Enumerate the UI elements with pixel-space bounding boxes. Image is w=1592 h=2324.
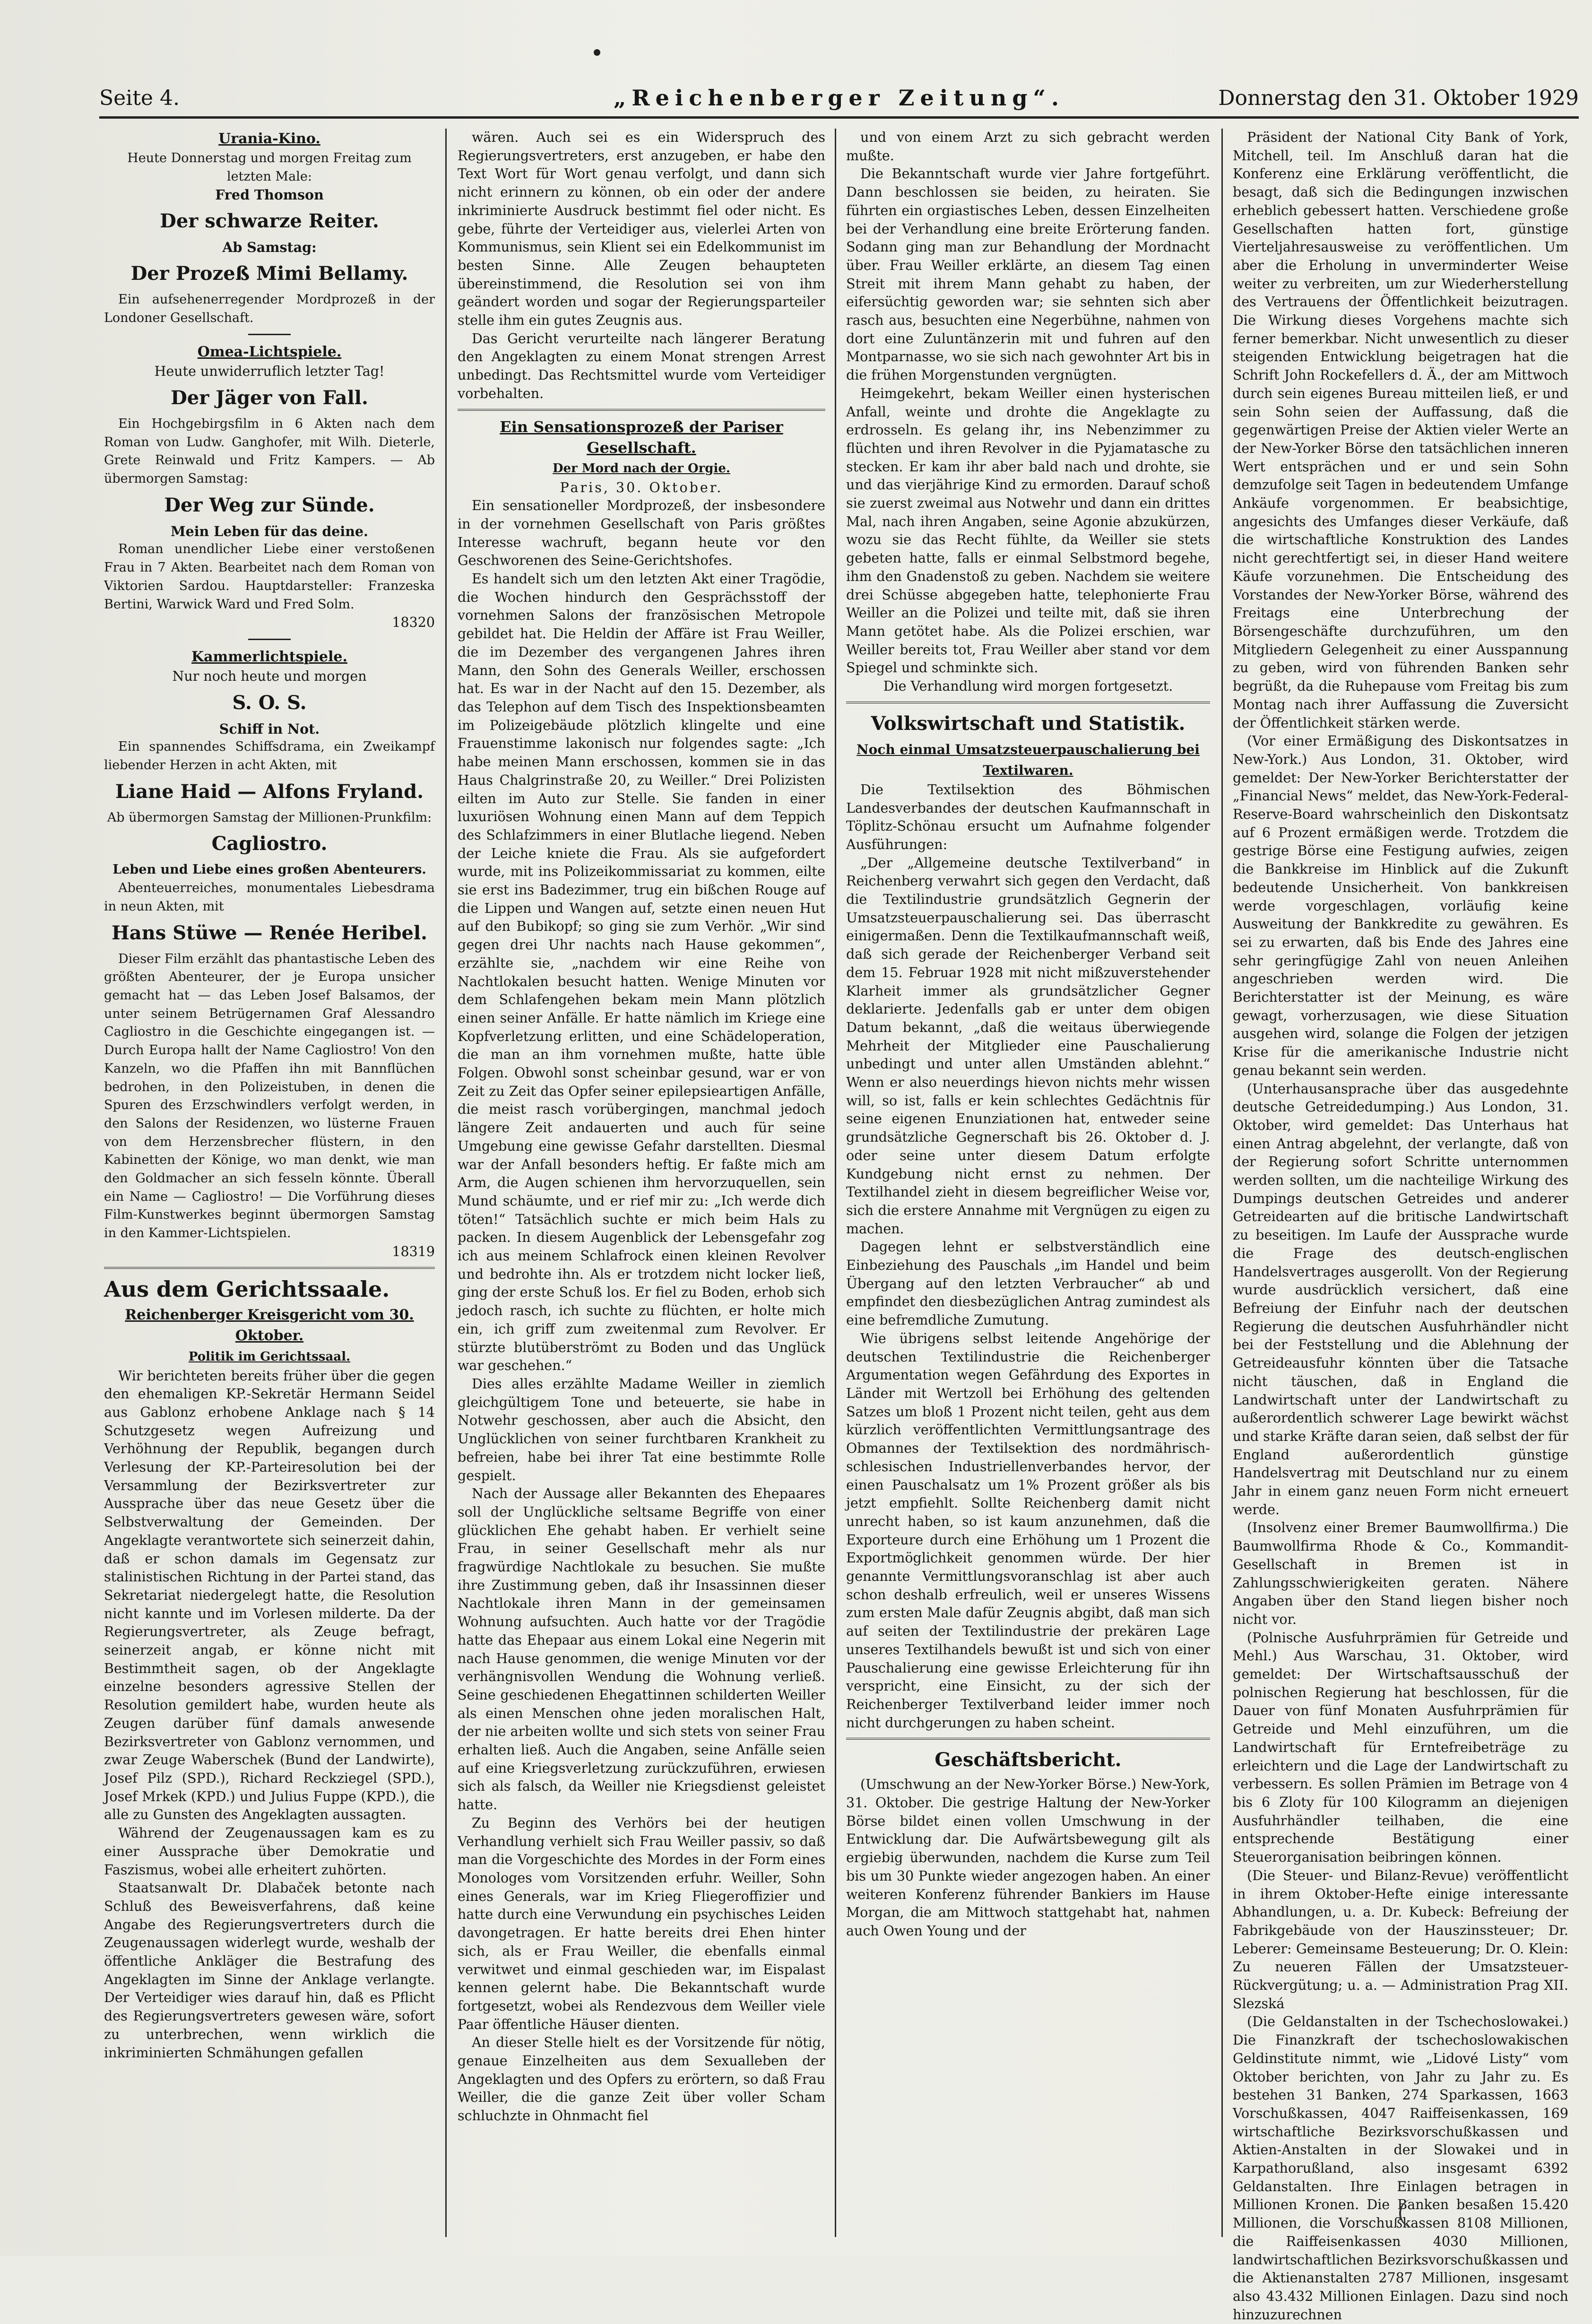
ad-code: 18319 — [392, 1243, 435, 1259]
ad-code: 18320 — [392, 615, 435, 631]
text: (Umschwung an der New-Yorker Börse.) New-York, 31. Oktober. Die gestrige Haltung der New-Yorker Börse bildet einen vollen Umschwung in der Entwicklung dar. Die Aufwärtsbewegung gilt als ergiebig überwunden, nachdem die Kurse zum Teil bis um 30 Punkte wieder angezogen haben. An einer weiteren Konferenz führender Bankiers im Hause Morgan, die am Mittwoch stattgehabt hat, nahmen auch Owen Young und der — [846, 1777, 1210, 1939]
text: Die Textilsektion des Böhmischen Landesverbandes der deutschen Kaufmannschaft in Töplitz-Schönau ersucht um Aufnahme folgender Ausführungen: — [846, 781, 1210, 852]
column-3 — [846, 129, 1210, 2237]
column-4 — [1233, 129, 1568, 2323]
text: (Vor einer Ermäßigung des Diskontsatzes in New-York.) Aus London, 31. Oktober, wird gemeldet: Der New-Yorker Berichterstatter der „Financial News“ meldet, das New-York-Federal-Reserve-Board wahrscheinlich den Diskontsatz auf 6 Prozent ermäßigen werde. Trotzdem die gestrige Börse eine Festigung aufwies, zeigen die Bankkreise im Hinblick auf die Zukunft bedeutende Unsicherheit. Von bankkreisen werde vorgeschlagen, vorläufig keine Ausweitung der Bankkredite zu gewähren. Es sei zu erwarten, daß bis Ende des Jahres eine sehr geringfügige Zahl von neuen Anleihen angeschrieben werden wird. Die Berichterstatter ist der Meinung, es wäre gewagt, vorherzusagen, wie diese Situation ausgehen wird, solange die Folgen der jetzigen Krise für die amerikanische Industrie nicht genau bekannt sein werden. — [1233, 733, 1568, 1078]
text: Es handelt sich um den letzten Akt einer Tragödie, die Wochen hindurch den Gesprächsstoff der vornehmen Salons der französischen Metropole gebildet hat. Die Heldin der Affäre ist Frau Weiller, die im Dezember des vergangenen Jahres ihren Mann, den Sohn des Generals Weiller, erschossen hat. Es war in der Nacht auf den 15. Dezember, als das Telephon auf dem Tisch des Inspektionsbeamten im Polizeigebäude plötzlich klingelte und eine Frauenstimme lakonisch nur folgendes sagte: „Ich habe meinen Mann erschossen, kommen sie in das Haus Chalgrinstraße 20, zu Weiller.“ Drei Polizisten eilten im Auto zur Stelle. Sie fanden in einer luxuriösen Wohnung einen Mann auf dem Teppich des Schlafzimmers in einer Blutlache liegend. Neben der Leiche kniete die Frau. Als sie aufgefordert wurde, mit ins Polizeikommissariat zu kommen, eilte sie erst ins Badezimmer, trug ein bißchen Rouge auf die Lippen und Wangen auf, setzte einen neuen Hut auf den Bubikopf; so ging sie zum Verhör. „Wir sind gegen drei Uhr nachts nach Hause gekommen“, erzählte sie, „nachdem wir eine Reihe von Nachtlokalen besucht hatten. Wenige Minuten vor dem Schlafengehen bekam mein Mann plötzlich einen seiner Anfälle. Er hatte nämlich im Kriege eine Kopfverletzung erlitten, und eine Schädeloperation, die man an ihm vornehmen mußte, hatte üble Folgen. Obwohl sonst scheinbar gesund, war er von Zeit zu Zeit das Opfer seiner epilepsieartigen Anfälle, die meist rasch vorübergingen, manchmal jedoch längere Zeit andauerten und auch für seine Umgebung eine gewisse Gefahr darstellten. Diesmal war der Anfall besonders heftig. Er faßte mich am Arm, die Augen schienen ihm hervorzuquellen, sein Mund schäumte, und er rief mir zu: „Ich werde dich töten!“ Tatsächlich suchte er mich beim Hals zu packen. In diesem Augenblick der Lebensgefahr zog ich aus meinem Schlafrock einen kleinen Revolver und bedrohte ihn. Als er trotzdem nicht locker ließ, ging der erste Schuß los. Er fiel zu Boden, erhob sich jedoch rasch, ich suchte zu flüchten, er holte mich ein, ich griff zum zweitenmal zum Revolver. Er stürzte blutüberströmt zu Boden und das Unglück war geschehen.“ — [458, 571, 825, 1374]
page-header — [99, 83, 1579, 119]
page-number: Seite 4. — [99, 86, 180, 110]
column-rule — [835, 129, 836, 2237]
text: (Die Geldanstalten in der Tschechoslowakei.) Die Finanzkraft der tschechoslowakischen Geldinstitute nimmt, wie „Lidové Listy“ vom Oktober berichten, von Jahr zu Jahr zu. Es bestehen 31 Banken, 274 Sparkassen, 1663 Vorschußkassen, 4047 Raiffeisenkassen, 169 wirtschaftliche Bezirksvorschußkassen und Aktien-Anstalten in der Slowakei und in Karpathorußland, also insgesamt 6392 Geldanstalten. Ihre Einlagen betragen in Millionen Kronen. Die Banken besaßen 15.420 Millionen, die Vorschußkassen 8108 Millionen, die Raiffeisenkassen 4030 Millionen, landwirtschaftlichen Bezirksvorschußkassen und die Aktienanstalten 2787 Millionen, insgesamt also 43.432 Millionen Einlagen. Dazu sind noch hinzuzurechnen — [1233, 2014, 1568, 2323]
film-stars: Liane Haid — Alfons Fryland. — [115, 780, 424, 803]
text: An dieser Stelle hielt es der Vorsitzende für nötig, genaue Einzelheiten aus dem Sexualleben der Angeklagten und des Opfers zu erörtern, so daß Frau Weiller, die die ganze Zeit über voller Scham schluchzte in Ohnmacht fiel — [458, 2035, 825, 2124]
subheading: Reichenberger Kreisgericht vom 30. Oktober. — [125, 1306, 414, 1344]
text: (Unterhausansprache über das ausgedehnte deutsche Getreidedumping.) Aus London, 31. Oktober, wird gemeldet: Das Unterhaus hat einen Antrag abgelehnt, der verlangte, daß von der Regierung sofort Schritte unternommen werden sollten, um die nachteilige Wirkung des Dumpings deutschen Getreides und anderer Getreidearten auf die britische Landwirtschaft zu beseitigen. Im Laufe der Aussprache wurde die Frage des deutsch-englischen Handelsvertrages ausgerollt. Von der Regierung wurde ausdrücklich versichert, daß eine Befreiung der Einfuhr nach der deutschen Regierung die deutschen Ausfuhrhändler nicht bei der Feststellung und die Ablehnung der Getreideausfuhr könnten über die Tatsache nicht täuschen, daß in England die Landwirtschaft unter der Landwirtschaft zu außerordentlich schwerer Lage bewirkt wächst und starke Kräfte daran seien, daß selbst der für England außerordentlich günstige Handelsvertrag mit Deutschland nur zu einem Jahr in einem ganz neuen Form nicht erneuert werde. — [1233, 1081, 1568, 1518]
text: „Der „Allgemeine deutsche Textilverband“ in Reichenberg verwahrt sich gegen den Verdacht, daß die Textilindustrie grundsätzlich Gegnerin der Umsatzsteuerpauschalierung sei. Das überrascht einigermaßen. Denn die Textilkaufmannschaft weiß, daß sich gerade der Reichenberger Verband seit dem 15. Februar 1928 mit nicht mißzuverstehender Klarheit immer als grundsätzlicher Gegner deklarierte. Jedenfalls gab er unter dem obigen Datum bekannt, „daß die weitaus überwiegende Mehrheit der Mitglieder eine Pauschalierung unbedingt und unter allen Umständen ablehnt.“ Wenn er also neuerdings hievon nichts mehr wissen will, so ist, falls er kein schlechtes Gedächtnis für seine eigenen Enunziationen hat, entweder seine grundsätzliche Gegnerschaft bis 26. Oktober d. J. oder seine unter diesem Datum erfolgte Kundgebung nicht ernst zu nehmen. Der Textilhandel zieht in diesem begreiflicher Weise vor, sich die erstere Annahme mit Vergnügen zu eigen zu machen. — [846, 855, 1210, 1237]
film-title: Der Prozeß Mimi Bellamy. — [130, 262, 408, 285]
text: Ein aufsehenerregender Mordprozeß in der Londoner Gesellschaft. — [104, 292, 435, 325]
column-2 — [458, 129, 825, 2237]
text: (Insolvenz einer Bremer Baumwollfirma.) Die Baumwollfirma Rhode & Co., Kommandit-Gesellschaft in Bremen ist in Zahlungsschwierigkeiten geraten. Nähere Angaben über den Stand liegen bisher noch nicht vor. — [1233, 1520, 1568, 1627]
text: Das Gericht verurteilte nach längerer Beratung den Angeklagten zu einem Monat strengen Arrest unbedingt. Das Rechtsmittel wurde vom Verteidiger vorbehalten. — [458, 330, 825, 401]
text: Ab übermorgen Samstag der Millionen-Prunkfilm: — [107, 810, 432, 825]
film-title: Cagliostro. — [211, 832, 328, 855]
text: Heute Donnerstag und morgen Freitag zum letzten Male: — [127, 151, 412, 184]
text: Mein Leben für das deine. — [171, 523, 368, 539]
text: (Polnische Ausfuhrprämien für Getreide und Mehl.) Aus Warschau, 31. Oktober, wird gemeldet: Der Wirtschaftsausschuß der polnischen Regierung hat beschlossen, für die Dauer von fünf Monaten Ausfuhrprämien für Getreide und Mehl einzuführen, um die Landwirtschaft für Erntefreibeträge zu erleichtern und die Lage der Landwirtschaft zu verbessern. Es sollen Prämien im Betrage von 4 bis 6 Zloty für 100 Kilogramm an diejenigen Ausfuhrhändler teilhaben, die eine entsprechende Bestätigung einer Steuerorganisation beibringen können. — [1233, 1630, 1568, 1865]
film-stars: Hans Stüwe — Renée Heribel. — [111, 921, 428, 944]
text: Dagegen lehnt er selbstverständlich eine Einbeziehung des Pauschals „im Handel und beim Übergang auf den letzten Verbraucher“ ab und empfindet den diesbezüglichen Antrag zumindest als eine befremdliche Zumutung. — [846, 1239, 1210, 1328]
film-title: Der Weg zur Sünde. — [164, 494, 375, 516]
text: Ein Hochgebirgsfilm in 6 Akten nach dem Roman von Ludw. Ganghofer, mit Wilh. Dieterle, Grete Reinwald und Fritz Kampers. — Ab übermorgen Samstag: — [104, 416, 435, 486]
text: Heimgekehrt, bekam Weiller einen hysterischen Anfall, weinte und drohte die Angeklagte zu erdrosseln. Es gelang ihr, ins Nebenzimmer zu flüchten und ihren Revolver in die Pyjamatasche zu stecken. Er kam ihr aber bald nach und drohte, sie und das vierjährige Kind zu ermorden. Darauf schoß sie zuerst zweimal aus Notwehr und dann ein drittes Mal, nach ihren Angaben, seine Agonie abzukürzen, wozu sie das Recht fühlte, da Weiller sie stets gebeten hatte, falls er einmal Selbstmord begehe, ihm den Gnadenstoß zu geben. Nachdem sie weitere drei Schüsse abgegeben hatte, telephonierte Frau Weiller an die Polizei und teilte mit, daß sie ihren Mann getötet habe. Als die Polizei erschien, war Weiller bereits tot, Frau Weiller aber stand vor dem Spiegel und schminkte sich. — [846, 385, 1210, 676]
film-title: S. O. S. — [232, 691, 307, 714]
subheading: Noch einmal Umsatzsteuerpauschalierung bei Textilwaren. — [857, 741, 1200, 778]
issue-date: Donnerstag den 31. Oktober 1929 — [1218, 86, 1579, 110]
divider — [104, 1267, 435, 1269]
cinema-heading: Urania-Kino. — [218, 130, 320, 147]
divider — [846, 1738, 1210, 1740]
text: Fred Thomson — [215, 187, 324, 203]
text: Präsident der National City Bank of York, Mitchell, teil. Im Anschluß daran hat die Konferenz eine Erklärung veröffentlicht, die besagt, daß sich die Bedingungen inzwischen erheblich gebessert hatten. Verschiedene große Gesellschaften hatten fort, günstige Vierteljahresausweise zu veröffentlichen. Um aber die Erholung in unverminderter Weise weiter zu verbreiten, um zur Wiederherstellung des Vertrauens der Öffentlichkeit beizutragen. Die Wirkung dieses Vorgehens machte sich ferner bemerkbar. Nicht unwesentlich zu dieser steigenden Entwicklung beigetragen hat die Schrift John Rockefellers d. Ä., der am Mittwoch durch sein eigenes Bureau mitteilen ließ, er und sein Sohn seien der Auffassung, daß die gegenwärtigen Preise der Aktien vieler Werte an der New-Yorker Börse den tatsächlichen inneren Wert entsprächen und er und sein Sohn demzufolge seit Tagen in bedeutendem Umfange Ankäufe vorgenommen. Er beabsichtige, angesichts des Umfanges dieser Verkäufe, daß die wirtschaftliche Konstruktion des Landes nicht gerechtfertigt sei, in dieser Hand weitere Käufe vorzunehmen. Die Entscheidung des Vorstandes der New-Yorker Börse, während des Freitags eine Unterbrechung der Börsengeschäfte durchzuführen, um den Mitgliedern Gelegenheit zu einer Ausspannung zu geben, wird von führenden Banken sehr begrüßt, da die Ruhepause vom Freitag bis zum Montag nach ihrer Auffassung die Zuversicht der Öffentlichkeit stärken werde. — [1233, 130, 1568, 731]
divider — [248, 334, 291, 335]
text: Ab Samstag: — [222, 239, 317, 256]
text: Dieser Film erzählt das phantastische Leben des größten Abenteurer, der je Europa unsicher gemacht hat — das Leben Josef Balsamos, der unter seinem Betrügernamen Graf Alessandro Cagliostro in die Geschichte eingegangen ist. — Durch Europa hallt der Name Cagliostro! Von den Kanzeln, wo die Pfaffen ihn mit Bannflüchen bedrohen, in den Polizeistuben, in denen die Spuren des Erzschwindlers verfolgt werden, in den Salons der Residenzen, wo lüsterne Frauen von dem Herzensbrecher flüstern, in den Kabinetten der Könige, wo man denkt, wie man den Goldmacher an sich fesseln könnte. Überall ein Name — Cagliostro! — Die Vorführung dieses Film-Kunstwerkes beginnt übermorgen Samstag in den Kammer-Lichtspielen. — [104, 951, 435, 1241]
section-heading: Aus dem Gerichtssaale. — [104, 1276, 390, 1302]
subheading: Politik im Gerichtssaal. — [188, 1349, 351, 1364]
text: Roman unendlicher Liebe einer verstoßenen Frau in 7 Akten. Bearbeitet nach dem Roman von Viktorien Sardou. Hauptdarsteller: Franzeska Bertini, Warwick Ward und Fred Solm. — [104, 542, 435, 612]
divider — [248, 639, 291, 640]
film-title: Der schwarze Reiter. — [160, 210, 379, 233]
text: Ein sensationeller Mordprozeß, der insbesondere in der vornehmen Gesellschaft von Paris größtes Interesse wachruft, begann heute vor den Geschworenen des Seine-Gerichtshofes. — [458, 498, 825, 569]
section-heading: Volkswirtschaft und Statistik. — [871, 712, 1185, 735]
column-1 — [104, 129, 435, 2237]
text: wären. Auch sei es ein Widerspruch des Regierungsvertreters, erst anzugeben, er habe den Text Wort für Wort genau verfolgt, und dann sich nicht erinnern zu können, ob ein oder der andere inkriminierte Ausdruck bestimmt fiel oder nicht. Es gebe, führte der Verteidiger aus, vielerlei Arten von Kommunismus, sein Klient sei ein Edelkommunist im besten Sinne. Alle Zeugen behaupteten übereinstimmend, die Resolution sei von ihm geändert worden und sogar der Regierungsparteiler stelle ihm ein gutes Zeugnis aus. — [458, 130, 825, 329]
text: Wir berichteten bereits früher über die gegen den ehemaligen KP.-Sekretär Hermann Seidel aus Gablonz erhobene Anklage nach § 14 Schutzgesetz wegen Aufreizung und Verhöhnung der Republik, begangen durch Verlesung der KP.-Parteiresolution bei der Versammlung der Bezirksvertreter zur Aussprache über das neue Gesetz über die Selbstverwaltung der Gemeinden. Der Angeklagte verantwortete sich seinerzeit dahin, daß er schon damals im Gegensatz zur stalinistischen Richtung in der Partei stand, das Sekretariat niedergelegt hatte, die Resolution nicht kannte und im Vorlesen milderte. Da der Regierungsvertreter, als Zeuge befragt, seinerzeit angab, er könne nicht mit Bestimmtheit sagen, ob der Angeklagte einzelne besonders agressive Stellen der Resolution gemildert habe, wurden heute als Zeugen darüber fünf damals anwesende Bezirksvertreter von Gablonz vernommen, und zwar Zeuge Waberschek (Bund der Landwirte), Josef Pilz (SPD.), Richard Reckziegel (SPD.), Josef Mrkek (KPD.) und Julius Fuppe (KPD.), die alle zu Gunsten des Angeklagten aussagten. — [104, 1368, 435, 1823]
divider — [846, 702, 1210, 703]
text: Wie übrigens selbst leitende Angehörige der deutschen Textilindustrie die Reichenberger Argumentation wegen Gefährdung des Exportes in Länder mit Wertzoll bei Erhöhung des geltenden Satzes um bloß 1 Prozent nicht teilen, geht aus dem kürzlich veröffentlichten Vermittlungsantrage des Obmannes der Textilsektion des nordmährisch-schlesischen Industriellenverbandes hervor, der einen Pauschalsatz um 1% Prozent größer als bis jetzt empfiehlt. Sollte Reichenberg damit nicht unrecht haben, so ist kaum anzunehmen, daß die Exporteure durch eine Erhöhung um 1 Prozent die Exportmöglichkeit genommen würde. Der hier genannte Vermittlungsvoranschlag ist aber auch schon deshalb erfreulich, weil er unseres Wissens zum ersten Male dafür Zeugnis abgibt, daß man sich auf seiten der Textilindustrie der prekären Lage unseres Textilhandels bewußt ist und sich von einer Pauschalierung eine gewisse Erleichterung für ihn verspricht, eine Einsicht, zu der sich der Reichenberger Textilverband leider immer noch nicht durchgerungen zu haben scheint. — [846, 1330, 1210, 1731]
text: Schiff in Not. — [219, 720, 320, 737]
text: Nach der Aussage aller Bekannten des Ehepaares soll der Unglückliche seltsame Begriffe von einer glücklichen Ehe gehabt haben. Er verhielt seine Frau, in seiner Gesellschaft mehr als nur fragwürdige Nachtlokale zu besuchen. Sie mußte ihre Zustimmung geben, daß ihr Insassinnen dieser Nachtlokale ihren Mann in der gemeinsamen Wohnung aufsuchten. Auch hatte vor der Tragödie hatte das Ehepaar aus einem Lokal eine Negerin mit nach Hause genommen, die wenige Minuten vor der verhängnisvollen Wendung die Wohnung verließ. Seine geschiedenen Ehegattinnen schilderten Weiller als einen Menschen ohne jeden moralischen Halt, der nie arbeiten wollte und sich stets von seiner Frau erhalten ließ. Auch die Angaben, seine Anfälle seien auf eine Kriegsverletzung zurückzuführen, erwiesen sich als falsch, da Weiller nie Kriegsdienst geleistet hatte. — [458, 1486, 825, 1813]
text: Leben und Liebe eines großen Abenteurers. — [112, 862, 426, 877]
film-title: Der Jäger von Fall. — [171, 386, 368, 409]
dateline: Paris, 30. Oktober. — [560, 479, 723, 495]
section-heading: Geschäftsbericht. — [934, 1749, 1122, 1771]
text: Während der Zeugenaussagen kam es zu einer Aussprache über Demokratie und Faszismus, wobei alle erheitert zuhörten. — [104, 1825, 435, 1878]
text: Ein spannendes Schiffsdrama, ein Zweikampf liebender Herzen in acht Akten, mit — [104, 739, 435, 773]
cinema-heading: Omea-Lichtspiele. — [197, 344, 342, 361]
masthead: „Reichenberger Zeitung“. — [613, 85, 1065, 111]
text: Die Verhandlung wird morgen fortgesetzt. — [883, 678, 1173, 694]
divider — [458, 409, 825, 411]
article-heading: Ein Sensationsprozeß der Pariser Gesellschaft. — [500, 417, 783, 457]
column-rule — [1221, 129, 1223, 2237]
text: Abenteuerreiches, monumentales Liebesdrama in neun Akten, mit — [104, 881, 435, 914]
text: Nur noch heute und morgen — [172, 668, 367, 684]
text: (Die Steuer- und Bilanz-Revue) veröffentlicht in ihrem Oktober-Hefte einige interessante Abhandlungen, u. a. Dr. Kubeck: Befreiung der Fabrikgebäude von der Hauszinssteuer; Dr. Leberer: Gemeinsame Besteuerung; Dr. O. Klein: Zu neueren Fällen der Umsatzsteuer-Rückvergütung; u. a. — Administration Prag XII. Slezská — [1233, 1867, 1568, 2012]
punch-hole — [594, 49, 600, 56]
text: Heute unwiderruflich letzter Tag! — [154, 364, 385, 380]
cinema-heading: Kammerlichtspiele. — [191, 648, 347, 665]
text: Staatsanwalt Dr. Dlabaček betonte nach Schluß des Beweisverfahrens, daß keine Angabe des Regierungsvertreters durch die Zeugenaussagen widerlegt wurde, weshalb der öffentliche Ankläger die Bestrafung des Angeklagten im Sinne der Anklage verlangte. Der Verteidiger wies darauf hin, daß es Pflicht des Regierungsvertreters gewesen wäre, sofort zu unterbrechen, wenn wirklich die inkriminierten Schmähungen gefallen — [104, 1880, 435, 2061]
subheading: Der Mord nach der Orgie. — [553, 461, 730, 476]
text: Die Bekanntschaft wurde vier Jahre fortgeführt. Dann beschlossen sie beiden, zu heiraten. Sie führten ein orgiastisches Leben, dessen Einzelheiten bei der Verhandlung eine breite Erörterung fanden. Sodann ging man zur Behandlung der Mordnacht über. Frau Weiller erklärte, an diesem Tag einen Streit mit ihrem Mann gehabt zu haben, der eifersüchtig geworden war; sie sehnten sich aber rasch aus, besuchten eine Negerbühne, nahmen von dort eine Zuluntänzerin mit und fuhren auf den Montparnasse, wo sie sich nach gewohnter Art bis in die frühen Morgenstunden vergnügten. — [846, 166, 1210, 383]
column-rule — [445, 129, 447, 2237]
text: Dies alles erzählte Madame Weiller in ziemlich gleichgültigem Tone und beteuerte, sie habe in Notwehr geschossen, aber auch die Absicht, den Unglücklichen von seiner furchtbaren Krankheit zu befreien, habe bei ihrer Tat eine bestimmte Rolle gespielt. — [458, 1376, 825, 1483]
text: Zu Beginn des Verhörs bei der heutigen Verhandlung verhielt sich Frau Weiller passiv, so daß man die Vorgeschichte des Mordes in der Form eines Monologes vom Vorsitzenden erfuhr. Weiller, Sohn eines Generals, war im Krieg Fliegeroffizier und hatte durch eine Verwundung ein psychisches Leiden davongetragen. Er hatte bereits drei Ehen hinter sich, als er Frau Weiller, die ebenfalls einmal verwitwet und einmal geschieden war, im Eispalast kennen gelernt habe. Die Bekanntschaft wurde fortgesetzt, wobei als Rendezvous dem Weiller viele Paar öffentliche Häuser dienten. — [458, 1815, 825, 2032]
text: und von einem Arzt zu sich gebracht werden mußte. — [846, 130, 1210, 164]
